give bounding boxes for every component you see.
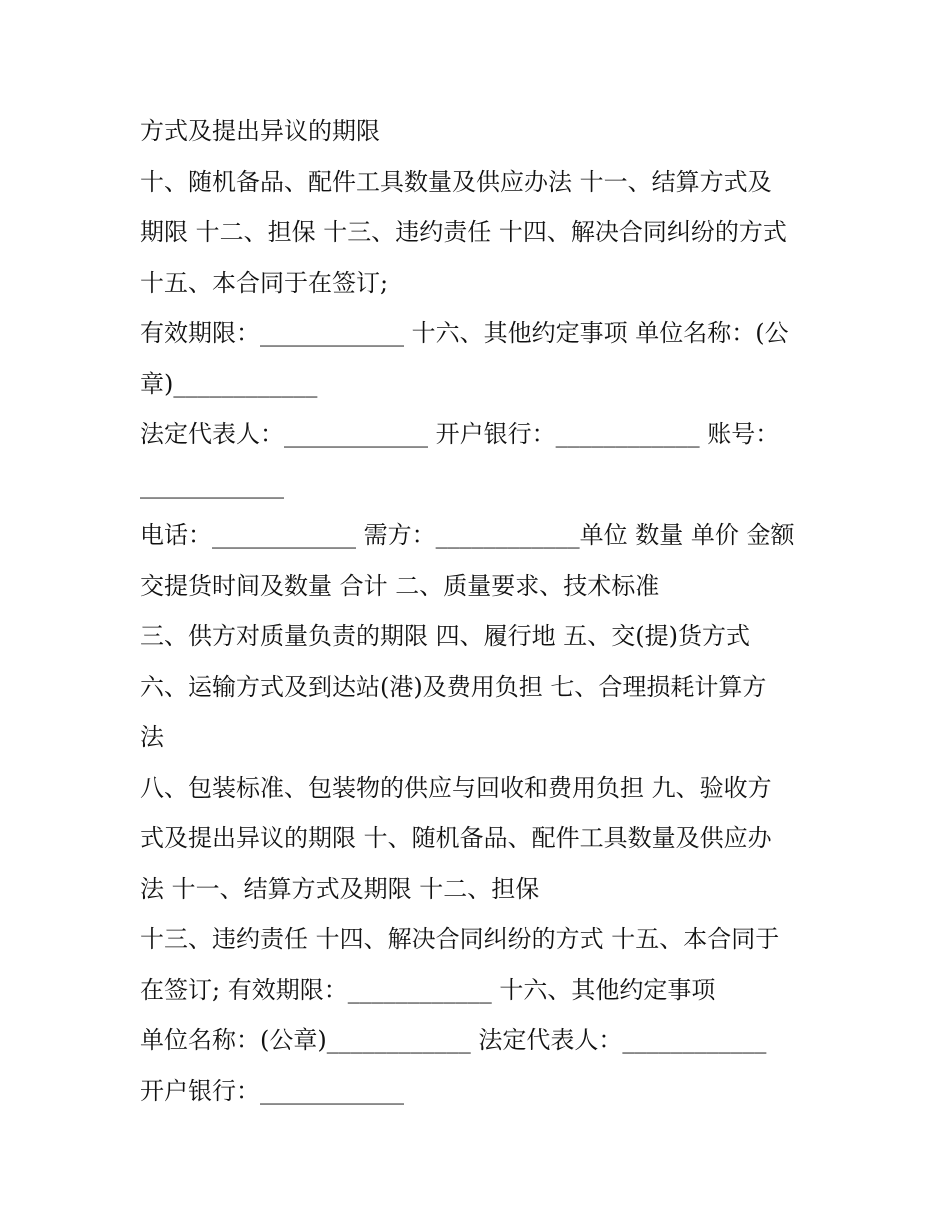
text-line-15: 式及提出异议的期限 十、随机备品、配件工具数量及供应办 xyxy=(140,824,772,852)
text-line-12: 六、运输方式及到达站(港)及费用负担 七、合理损耗计算方 xyxy=(140,672,767,701)
text-line-4: 十五、本合同于在签订; xyxy=(140,268,389,297)
text-line-9: 电话：____________ 需方：____________单位 数量 单价 金额 xyxy=(140,521,795,549)
text-line-13: 法 xyxy=(140,723,164,751)
text-line-19: 单位名称：(公章)____________ 法定代表人：____________ xyxy=(140,1026,767,1054)
text-line-6: 章)____________ xyxy=(140,369,318,398)
text-line-3: 期限 十二、担保 十三、违约责任 十四、解决合同纠纷的方式 xyxy=(140,218,787,246)
text-line-10: 交提货时间及数量 合计 二、质量要求、技术标准 xyxy=(140,571,660,600)
text-line-8: ____________ xyxy=(140,470,284,499)
text-line-11: 三、供方对质量负责的期限 四、履行地 五、交(提)货方式 xyxy=(140,622,750,650)
text-line-14: 八、包装标准、包装物的供应与回收和费用负担 九、验收方 xyxy=(140,773,772,802)
text-line-20: 开户银行：____________ xyxy=(140,1076,404,1105)
text-line-7: 法定代表人：____________ 开户银行：____________ 账号： xyxy=(140,420,780,448)
text-line-17: 十三、违约责任 十四、解决合同纠纷的方式 十五、本合同于 xyxy=(140,925,780,953)
contract-body-text xyxy=(140,106,820,1116)
text-line-5: 有效期限：____________ 十六、其他约定事项 单位名称：(公 xyxy=(140,319,789,347)
text-line-18: 在签订; 有效期限：____________ 十六、其他约定事项 xyxy=(140,975,716,1004)
text-line-2: 十、随机备品、配件工具数量及供应办法 十一、结算方式及 xyxy=(140,167,772,196)
text-line-1: 方式及提出异议的期限 xyxy=(140,117,380,145)
text-line-16: 法 十一、结算方式及期限 十二、担保 xyxy=(140,874,540,903)
